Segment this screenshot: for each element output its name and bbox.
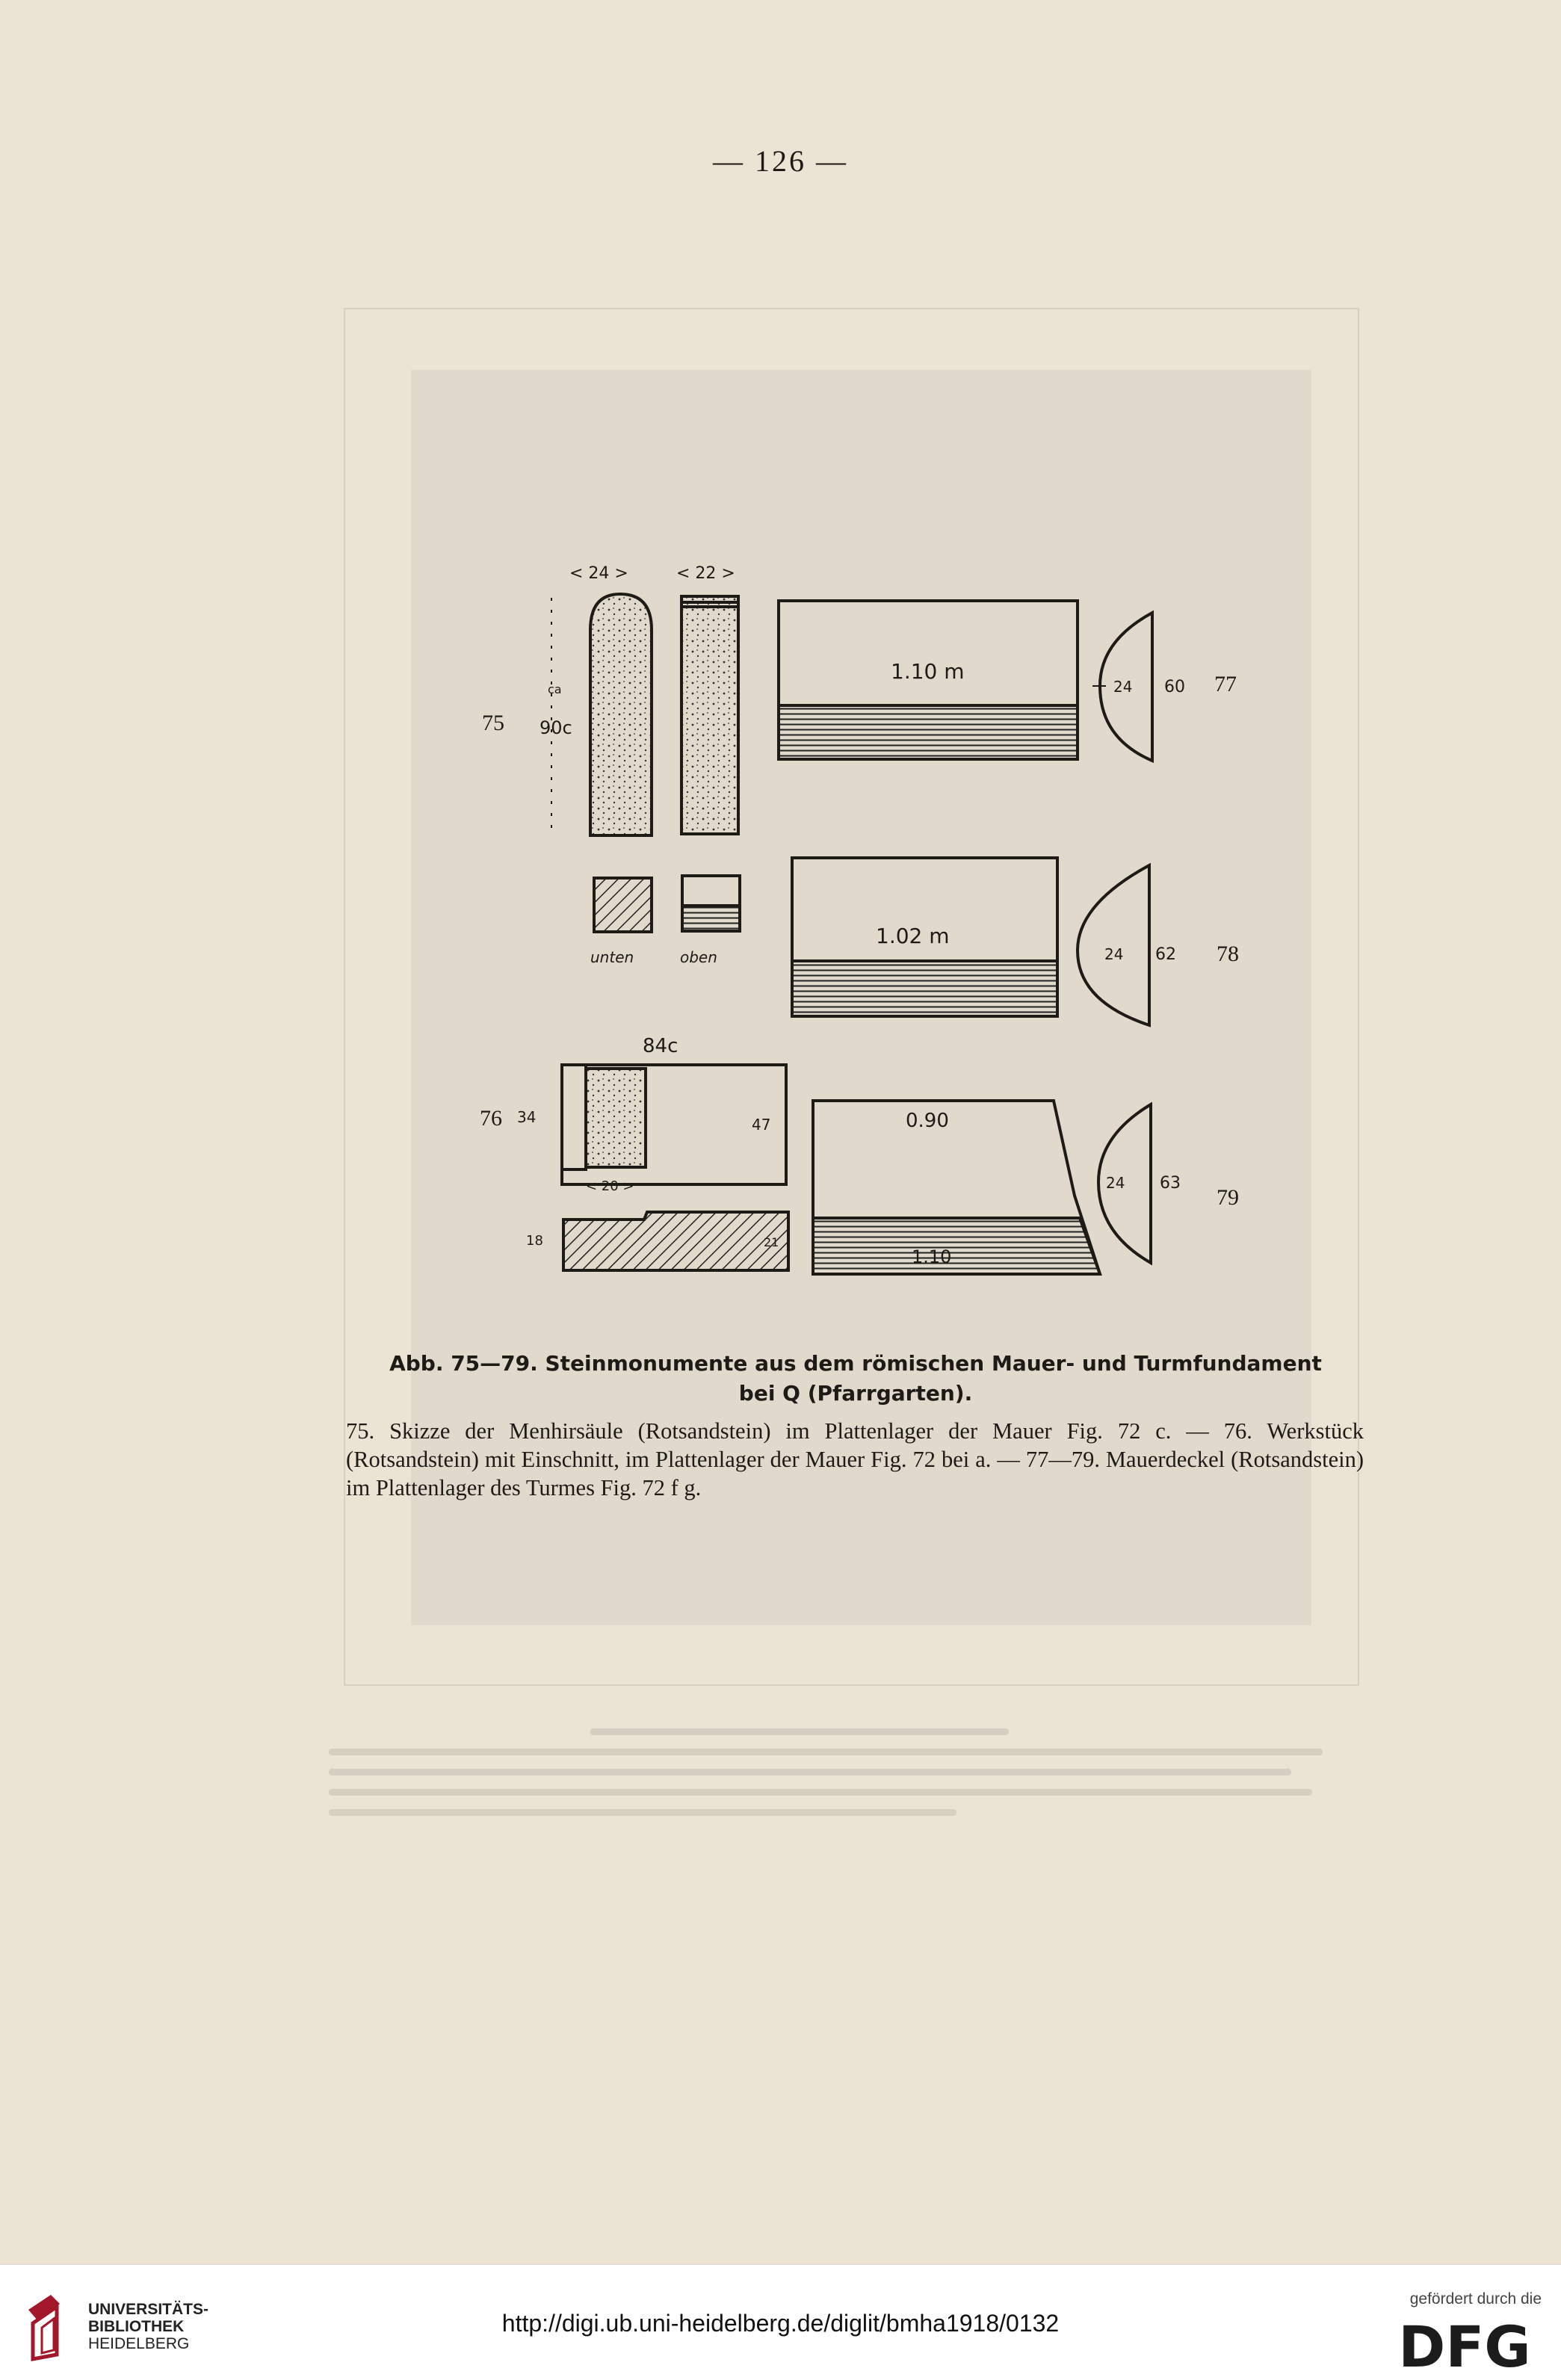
note-len090: 0.90 xyxy=(906,1110,949,1132)
note-n34: 34 xyxy=(517,1108,537,1126)
dfg-logo xyxy=(1388,2314,1542,2373)
caption-title-line1: Abb. 75—79. Steinmonumente aus dem römischen Mauer- und Turmfundament xyxy=(389,1351,1322,1376)
note-n62: 62 xyxy=(1155,945,1176,964)
fig79-drawing xyxy=(813,1101,1151,1274)
fig77-drawing xyxy=(779,601,1152,761)
note-h90: 90c xyxy=(540,717,572,738)
fig78-label: 78 xyxy=(1217,942,1239,966)
library-line3: HEIDELBERG xyxy=(88,2335,190,2352)
caption-title-line2: bei Q (Pfarrgarten). xyxy=(738,1381,973,1406)
note-n60: 60 xyxy=(1164,678,1185,696)
note-unten: unten xyxy=(590,948,634,966)
funded-by-label: gefördert durch die xyxy=(1409,2290,1542,2308)
note-n21: 21 xyxy=(764,1235,779,1249)
library-line1: UNIVERSITÄTS- xyxy=(88,2301,209,2318)
fig75-label: 75 xyxy=(482,711,504,735)
note-n63: 63 xyxy=(1160,1174,1181,1193)
note-w24: < 24 > xyxy=(569,564,628,583)
note-n24a: 24 xyxy=(1113,678,1133,696)
fig79-label: 79 xyxy=(1217,1185,1239,1210)
caption-body xyxy=(346,1417,1364,1502)
note-ca: ca xyxy=(548,682,562,696)
note-n18: 18 xyxy=(526,1233,543,1249)
note-oben: oben xyxy=(680,948,717,966)
fig76-label: 76 xyxy=(480,1106,502,1131)
note-len110: 1.10 m xyxy=(891,659,965,684)
note-len110b: 1.10 xyxy=(912,1246,952,1267)
caption-title xyxy=(374,1349,1338,1409)
bleed-through-text xyxy=(329,1715,1375,1842)
note-n47: 47 xyxy=(752,1116,771,1134)
note-n20: < 20 > xyxy=(586,1178,634,1194)
note-n24b: 24 xyxy=(1104,945,1124,963)
caption-text: 75. Skizze der Menhirsäule (Rotsandstein) im Plattenlager der Mauer Fig. 72 c. — 76. Werkstück (Rotsandstein) mit Einschnitt, im Plattenlager der Mauer Fig. 72 bei a. — 77—79. Mauerdeckel (Rotsandstein) im Plattenlager des Turmes Fig. 72 f g. xyxy=(346,1418,1364,1500)
page-number: — 126 — xyxy=(713,144,848,178)
fig75-drawing xyxy=(551,594,740,932)
library-line2: BIBLIOTHEK xyxy=(88,2318,185,2335)
dfg-logo-text: DFG xyxy=(1398,2314,1531,2373)
footer-bar xyxy=(0,2264,1561,2380)
note-n24c: 24 xyxy=(1106,1174,1125,1192)
fig77-label: 77 xyxy=(1214,672,1237,696)
fig78-drawing xyxy=(792,858,1149,1025)
note-len102: 1.02 m xyxy=(876,924,950,948)
note-w22: < 22 > xyxy=(676,564,735,583)
note-n84: 84c xyxy=(643,1035,679,1057)
source-url-link[interactable]: http://digi.ub.uni-heidelberg.de/diglit/bmha1918/0132 xyxy=(501,2310,1060,2337)
fig76-drawing xyxy=(562,1065,788,1270)
